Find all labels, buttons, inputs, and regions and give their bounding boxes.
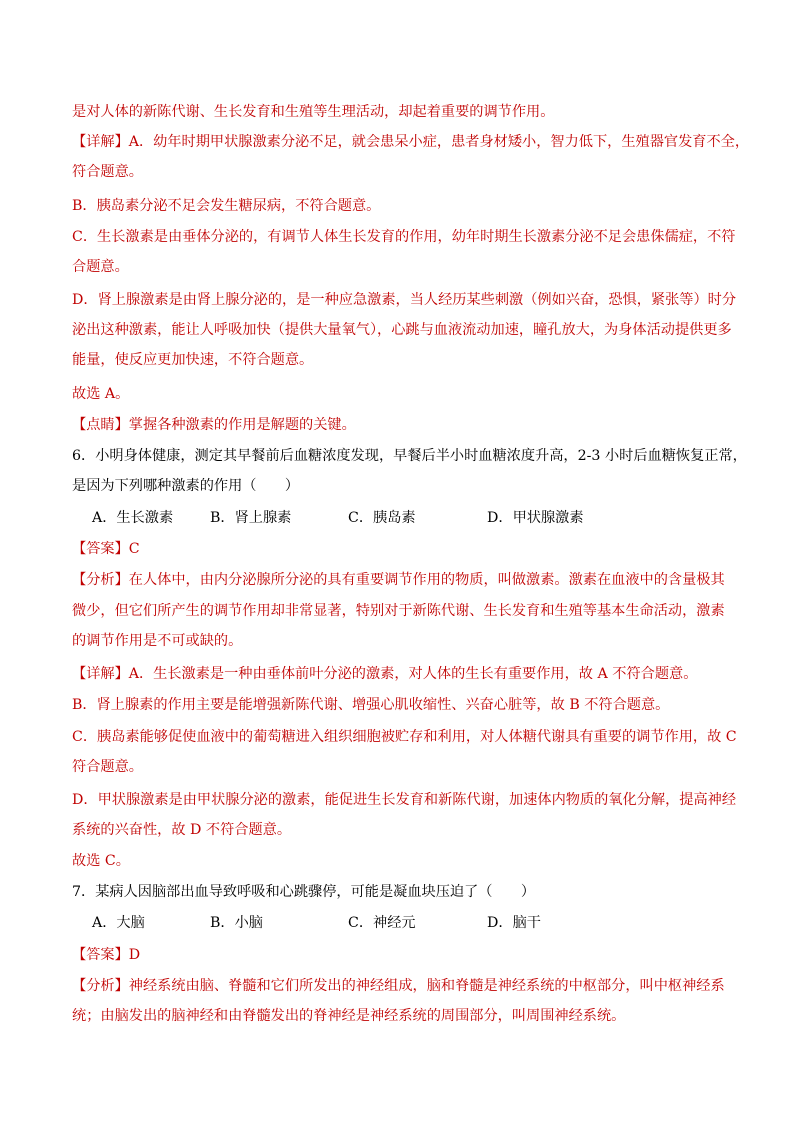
text-line: 【分析】在人体中，由内分泌腺所分泌的具有重要调节作用的物质，叫做激素。激素在血液中的含量极其: [72, 572, 725, 588]
text-line: 泌出这种激素，能让人呼吸加快（提供大量氧气），心跳与血液流动加速，瞳孔放大，为身体活动提供更多: [72, 322, 732, 338]
option-c: C．神经元: [348, 915, 416, 931]
text-line: 符合题意。: [72, 759, 143, 775]
text-line: C．生长激素是由垂体分泌的，有调节人体生长发育的作用，幼年时期生长激素分泌不足会患侏儒症，不符: [72, 229, 736, 245]
answer-label: 【答案】C: [72, 541, 140, 557]
text-line: 【分析】神经系统由脑、脊髓和它们所发出的神经组成，脑和脊髓是神经系统的中枢部分，叫中枢神经系: [72, 978, 725, 994]
option-a: A．大脑: [92, 915, 145, 931]
text-line: 统；由脑发出的脑神经和由脊髓发出的脊神经是神经系统的周围部分，叫周围神经系统。: [72, 1008, 626, 1024]
text-line: C．胰岛素能够促使血液中的葡萄糖进入组织细胞被贮存和利用，对人体糖代谢具有重要的调节作用，故 C: [72, 729, 737, 745]
text-line: 合题意。: [72, 259, 129, 275]
text-line: 故选 C。: [72, 853, 130, 869]
text-line: 【详解】A．生长激素是一种由垂体前叶分泌的激素，对人体的生长有重要作用，故 A 不符合题意。: [72, 666, 698, 682]
option-b: B．小脑: [210, 915, 263, 931]
text-line: 的调节作用是不可或缺的。: [72, 633, 243, 649]
answer-label: 【答案】D: [72, 947, 141, 963]
text-line: B．胰岛素分泌不足会发生糖尿病，不符合题意。: [72, 198, 381, 214]
text-line: D．肾上腺激素是由肾上腺分泌的，是一种应急激素，当人经历某些刺激（例如兴奋，恐惧，紧张等）时分: [72, 292, 737, 308]
question-6-text: 6．小明身体健康，测定其早餐前后血糖浓度发现，早餐后半小时血糖浓度升高，2-3 小时后血糖恢复正常，: [72, 448, 747, 464]
text-line: 【点睛】掌握各种激素的作用是解题的关键。: [72, 417, 356, 433]
text-line: 系统的兴奋性，故 D 不符合题意。: [72, 822, 292, 838]
text-line: 故选 A。: [72, 386, 130, 402]
option-c: C．胰岛素: [348, 510, 416, 526]
text-line: 符合题意。: [72, 164, 143, 180]
option-d: D．甲状腺激素: [487, 510, 584, 526]
text-line: B．肾上腺素的作用主要是能增强新陈代谢、增强心肌收缩性、兴奋心脏等，故 B 不符合题意。: [72, 697, 670, 713]
option-d: D．脑干: [487, 915, 541, 931]
question-7-text: 7．某病人因脑部出血导致呼吸和心跳骤停，可能是凝血块压迫了（ ）: [72, 884, 536, 900]
text-line: 是对人体的新陈代谢、生长发育和生殖等生理活动，却起着重要的调节作用。: [72, 104, 555, 120]
option-a: A．生长激素: [92, 510, 174, 526]
question-6-text: 是因为下列哪种激素的作用（ ）: [72, 478, 300, 494]
text-line: 【详解】A．幼年时期甲状腺激素分泌不足，就会患呆小症，患者身材矮小，智力低下，生殖器官发育不全，: [72, 134, 750, 150]
text-line: 微少，但它们所产生的调节作用却非常显著，特别对于新陈代谢、生长发育和生殖等基本生命活动，激素: [72, 603, 725, 619]
text-line: D．甲状腺激素是由甲状腺分泌的激素，能促进生长发育和新陈代谢，加速体内物质的氧化分解，提高神经: [72, 792, 737, 808]
option-b: B．肾上腺素: [210, 510, 292, 526]
text-line: 能量，使反应更加快速，不符合题意。: [72, 352, 314, 368]
